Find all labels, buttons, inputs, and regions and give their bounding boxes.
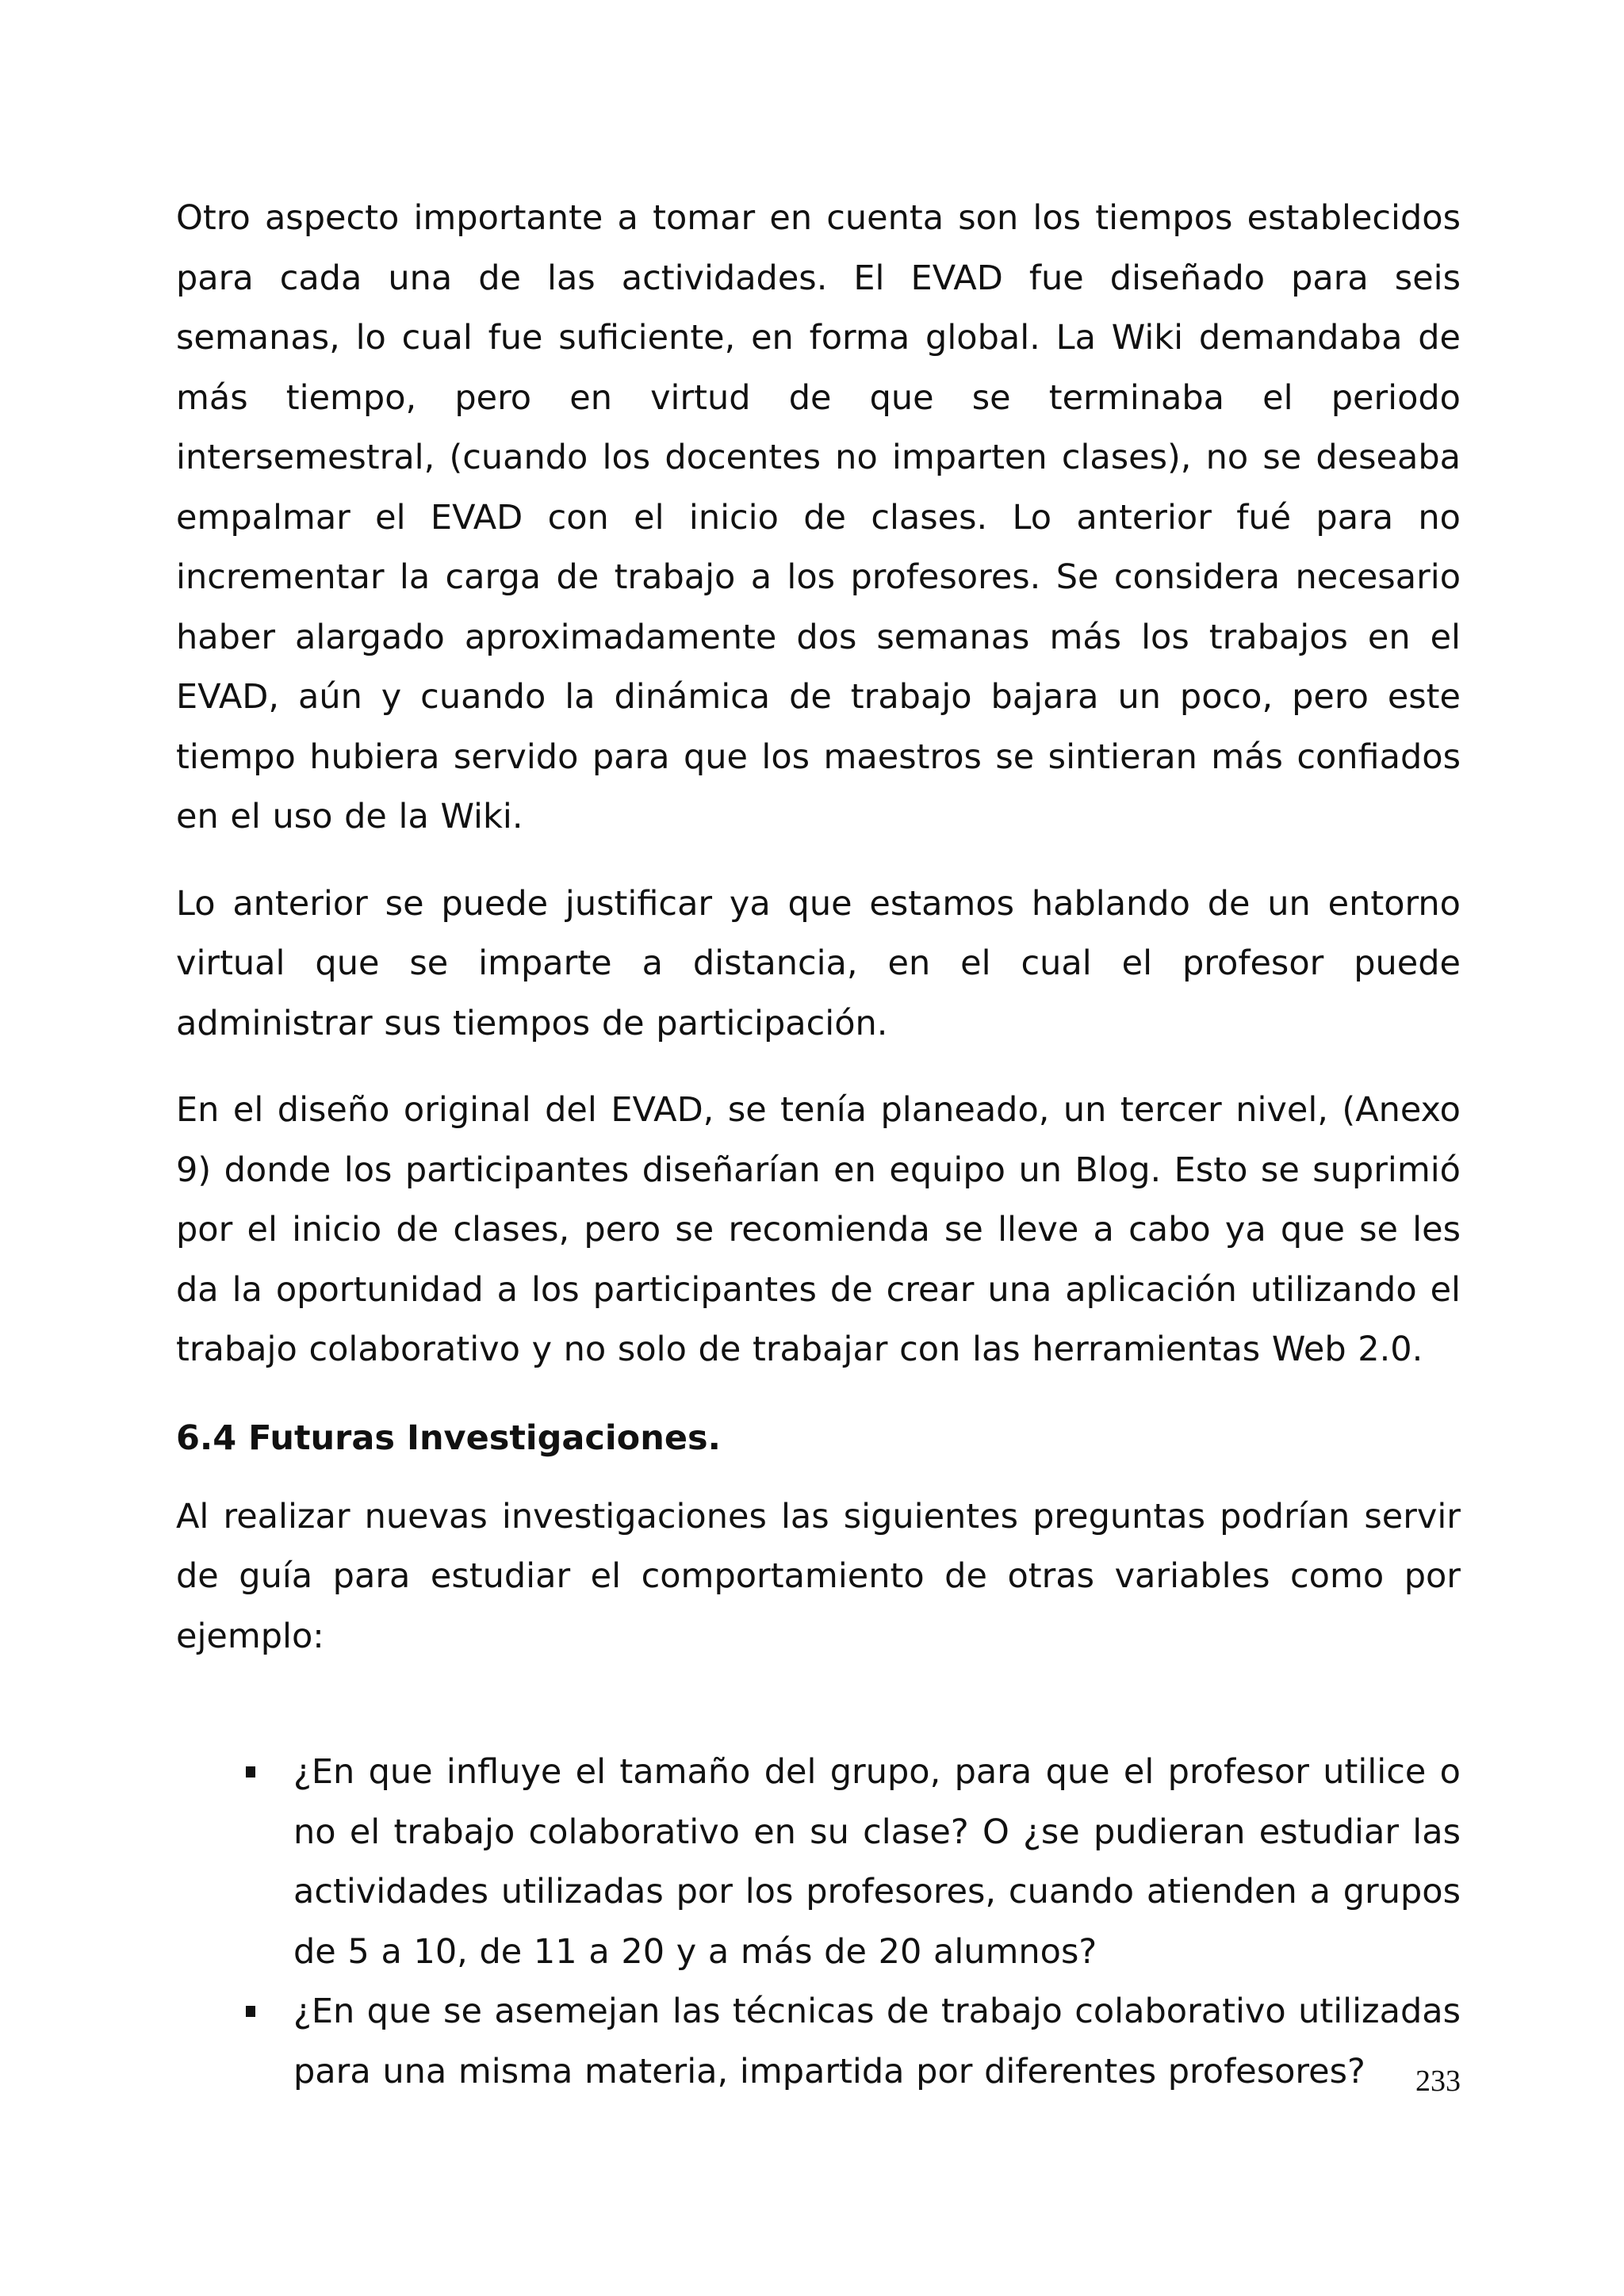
- square-bullet-icon: [246, 1766, 255, 1777]
- list-item-text: ¿En que influye el tamaño del grupo, para que el profesor utilice o no el trabajo colaborativo en su clase? O ¿se pudieran estudiar las actividades utilizadas por los profesores, cuando atienden a grupos de 5 a 10, de 11 a 20 y a más de 20 alumnos?: [293, 1752, 1461, 1972]
- body-paragraph: Otro aspecto importante a tomar en cuenta son los tiempos establecidos para cada una de las actividades. El EVAD fue diseñado para seis semanas, lo cual fue suficiente, en forma global. La Wiki demandaba de más tiempo, pero en virtud de que se terminaba el periodo intersemestral, (cuando los docentes no imparten clases), no se deseaba empalmar el EVAD con el inicio de clases. Lo anterior fué para no incrementar la carga de trabajo a los profesores. Se considera necesario haber alargado aproximadamente dos semanas más los trabajos en el EVAD, aún y cuando la dinámica de trabajo bajara un poco, pero este tiempo hubiera servido para que los maestros se sintieran más confiados en el uso de la Wiki.: [176, 198, 1461, 836]
- list-item-text: ¿En que se asemejan las técnicas de trabajo colaborativo utilizadas para una misma materia, impartida por diferentes profesores?: [293, 1992, 1461, 2091]
- body-paragraph: En el diseño original del EVAD, se tenía planeado, un tercer nivel, (Anexo 9) donde los participantes diseñarían en equipo un Blog. Esto se suprimió por el inicio de clases, pero se recomienda se lleve a cabo ya que se les da la oportunidad a los participantes de crear una aplicación utilizando el trabajo colaborativo y no solo de trabajar con las herramientas Web 2.0.: [176, 1090, 1461, 1369]
- document-page: [176, 189, 1461, 2102]
- page-number: 233: [1415, 2064, 1461, 2098]
- body-paragraph: Lo anterior se puede justificar ya que estamos hablando de un entorno virtual que se imparte a distancia, en el cual el profesor puede administrar sus tiempos de participación.: [176, 883, 1461, 1043]
- section-heading: 6.4 Futuras Investigaciones.: [176, 1418, 721, 1458]
- list-item: [176, 1982, 1461, 2102]
- intro-paragraph: Al realizar nuevas investigaciones las siguientes preguntas podrían servir de guía para estudiar el comportamiento de otras variables como por ejemplo:: [176, 1496, 1461, 1656]
- square-bullet-icon: [246, 2006, 255, 2017]
- question-list: [176, 1743, 1461, 2102]
- list-item: [176, 1743, 1461, 1982]
